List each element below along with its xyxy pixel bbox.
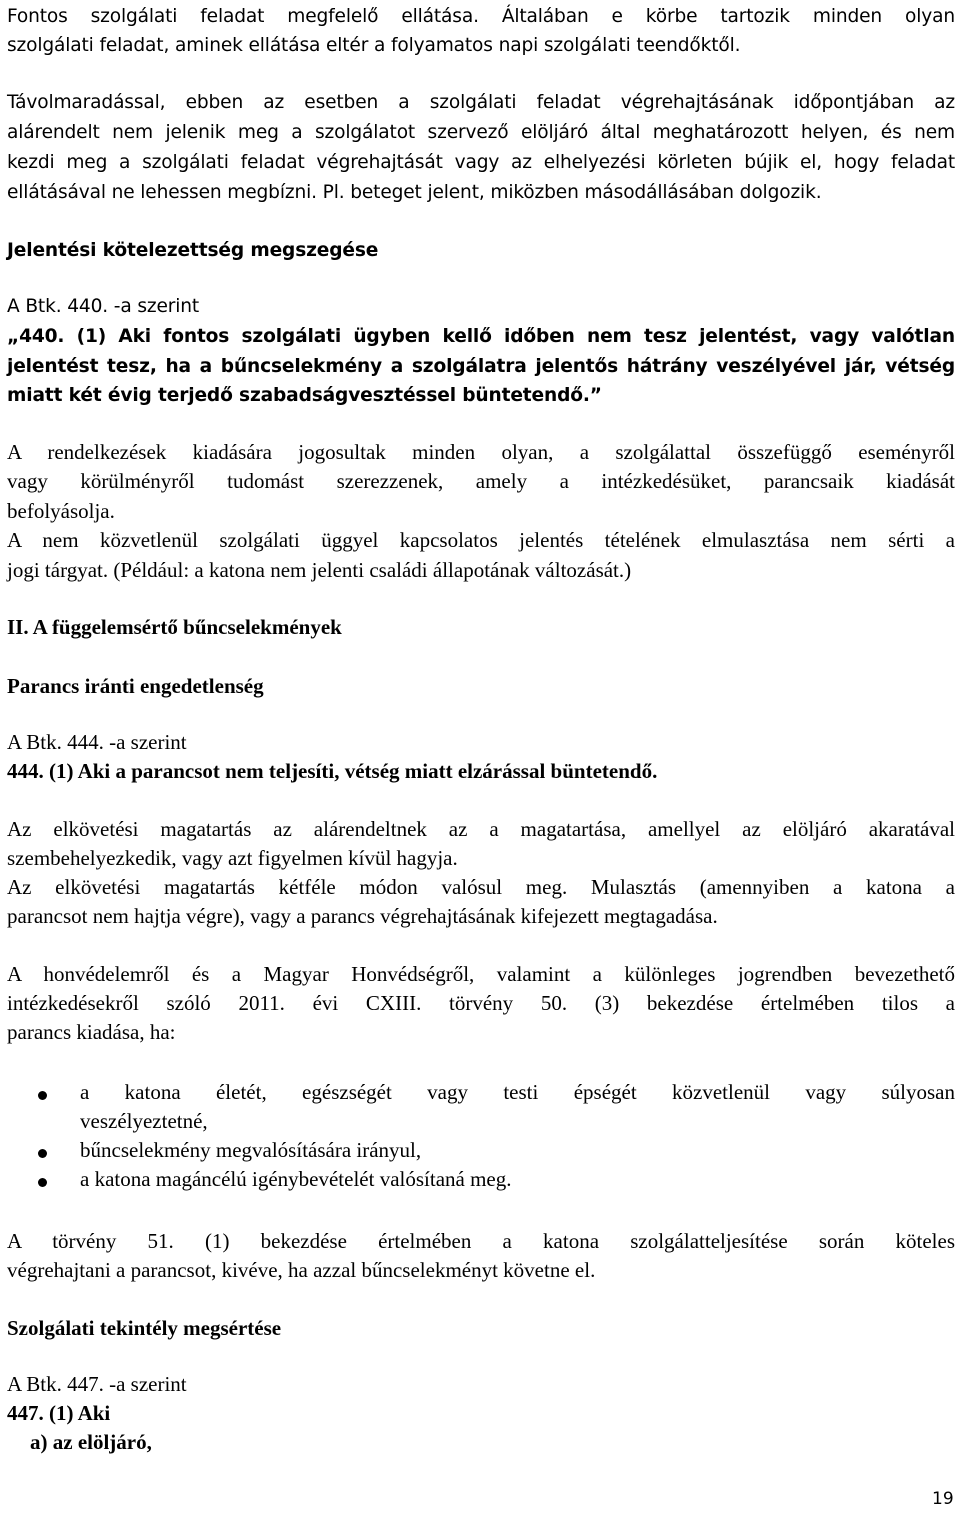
law-quote-line: jelentést tesz, ha a bűncselekmény a szolgálatra jelentős hátrány veszélyével jár, vétség	[7, 356, 955, 377]
paragraph-line: szolgálati feladat, aminek ellátása eltér a folyamatos napi szolgálati teendőktől.	[7, 35, 741, 56]
list-item-continuation: veszélyeztetné,	[80, 1109, 208, 1133]
paragraph-line: A nem közvetlenül szolgálati üggyel kapcsolatos jelentés tételének elmulasztása nem sérti a	[7, 528, 955, 552]
paragraph-line: Az elkövetési magatartás kétféle módon valósul meg. Mulasztás (amennyiben a katona a	[7, 875, 955, 899]
paragraph-line: A honvédelemről és a Magyar Honvédségről, valamint a különleges jogrendben bevezethető	[7, 962, 955, 986]
paragraph-line: parancsot nem hajtja végre), vagy a parancs végrehajtásának kifejezett megtagadása.	[7, 904, 718, 928]
bullet-icon	[38, 1178, 47, 1187]
paragraph-line: parancs kiadása, ha:	[7, 1020, 176, 1044]
paragraph-line: ellátásával ne lehessen megbízni. Pl. beteget jelent, miközben másodállásában dolgozik.	[7, 182, 822, 203]
list-item: a katona életét, egészségét vagy testi épségét közvetlenül vagy súlyosan	[80, 1080, 955, 1104]
law-reference: A Btk. 447. -a szerint	[7, 1372, 187, 1396]
paragraph-line: Fontos szolgálati feladat megfelelő ellátása. Általában e körbe tartozik minden olyan	[7, 6, 955, 27]
paragraph-line: Távolmaradással, ebben az esetben a szolgálati feladat végrehajtásának időpontjában az	[7, 92, 955, 113]
paragraph-line: végrehajtani a parancsot, kivéve, ha azzal bűncselekményt követne el.	[7, 1258, 596, 1282]
law-quote-line: a) az elöljáró,	[30, 1430, 152, 1454]
section-heading: Szolgálati tekintély megsértése	[7, 1316, 282, 1340]
paragraph-line: vagy körülményről tudomást szerezzenek, amely a intézkedésüket, parancsaik kiadását	[7, 469, 955, 493]
paragraph-line: Az elkövetési magatartás az alárendeltnek az a magatartása, amellyel az elöljáró akaratával	[7, 817, 955, 841]
paragraph-line: A törvény 51. (1) bekezdése értelmében a katona szolgálatteljesítése során köteles	[7, 1229, 955, 1253]
paragraph-line: alárendelt nem jelenik meg a szolgálatot szervező elöljáró által meghatározott helyen, és nem	[7, 122, 955, 143]
law-reference: A Btk. 444. -a szerint	[7, 730, 187, 754]
bullet-icon	[38, 1149, 47, 1158]
paragraph-line: intézkedésekről szóló 2011. évi CXIII. törvény 50. (3) bekezdése értelmében tilos a	[7, 991, 955, 1015]
section-heading: Parancs iránti engedetlenség	[7, 674, 264, 698]
section-heading: Jelentési kötelezettség megszegése	[7, 240, 379, 261]
law-quote-line: „440. (1) Aki fontos szolgálati ügyben kellő időben nem tesz jelentést, vagy valótlan	[7, 326, 955, 347]
paragraph-line: A rendelkezések kiadására jogosultak minden olyan, a szolgálattal összefüggő eseményről	[7, 440, 955, 464]
section-heading: II. A függelemsértő bűncselekmények	[7, 615, 342, 639]
law-quote-line: miatt két évig terjedő szabadságvesztéssel büntetendő.”	[7, 385, 602, 406]
bullet-icon	[38, 1091, 47, 1100]
page-number: 19	[932, 1489, 954, 1509]
law-quote-line: 444. (1) Aki a parancsot nem teljesíti, vétség miatt elzárással büntetendő.	[7, 759, 658, 783]
list-item: a katona magáncélú igénybevételét valósítaná meg.	[80, 1167, 512, 1191]
list-item: bűncselekmény megvalósítására irányul,	[80, 1138, 422, 1162]
paragraph-line: befolyásolja.	[7, 499, 115, 523]
paragraph-line: kezdi meg a szolgálati feladat végrehajtását vagy az elhelyezési körleten bújik el, hogy feladat	[7, 152, 955, 173]
paragraph-line: jogi tárgyat. (Például: a katona nem jelenti családi állapotának változását.)	[7, 558, 632, 582]
law-reference: A Btk. 440. -a szerint	[7, 296, 200, 317]
paragraph-line: szembehelyezkedik, vagy azt figyelmen kívül hagyja.	[7, 846, 458, 870]
law-quote-line: 447. (1) Aki	[7, 1401, 111, 1425]
